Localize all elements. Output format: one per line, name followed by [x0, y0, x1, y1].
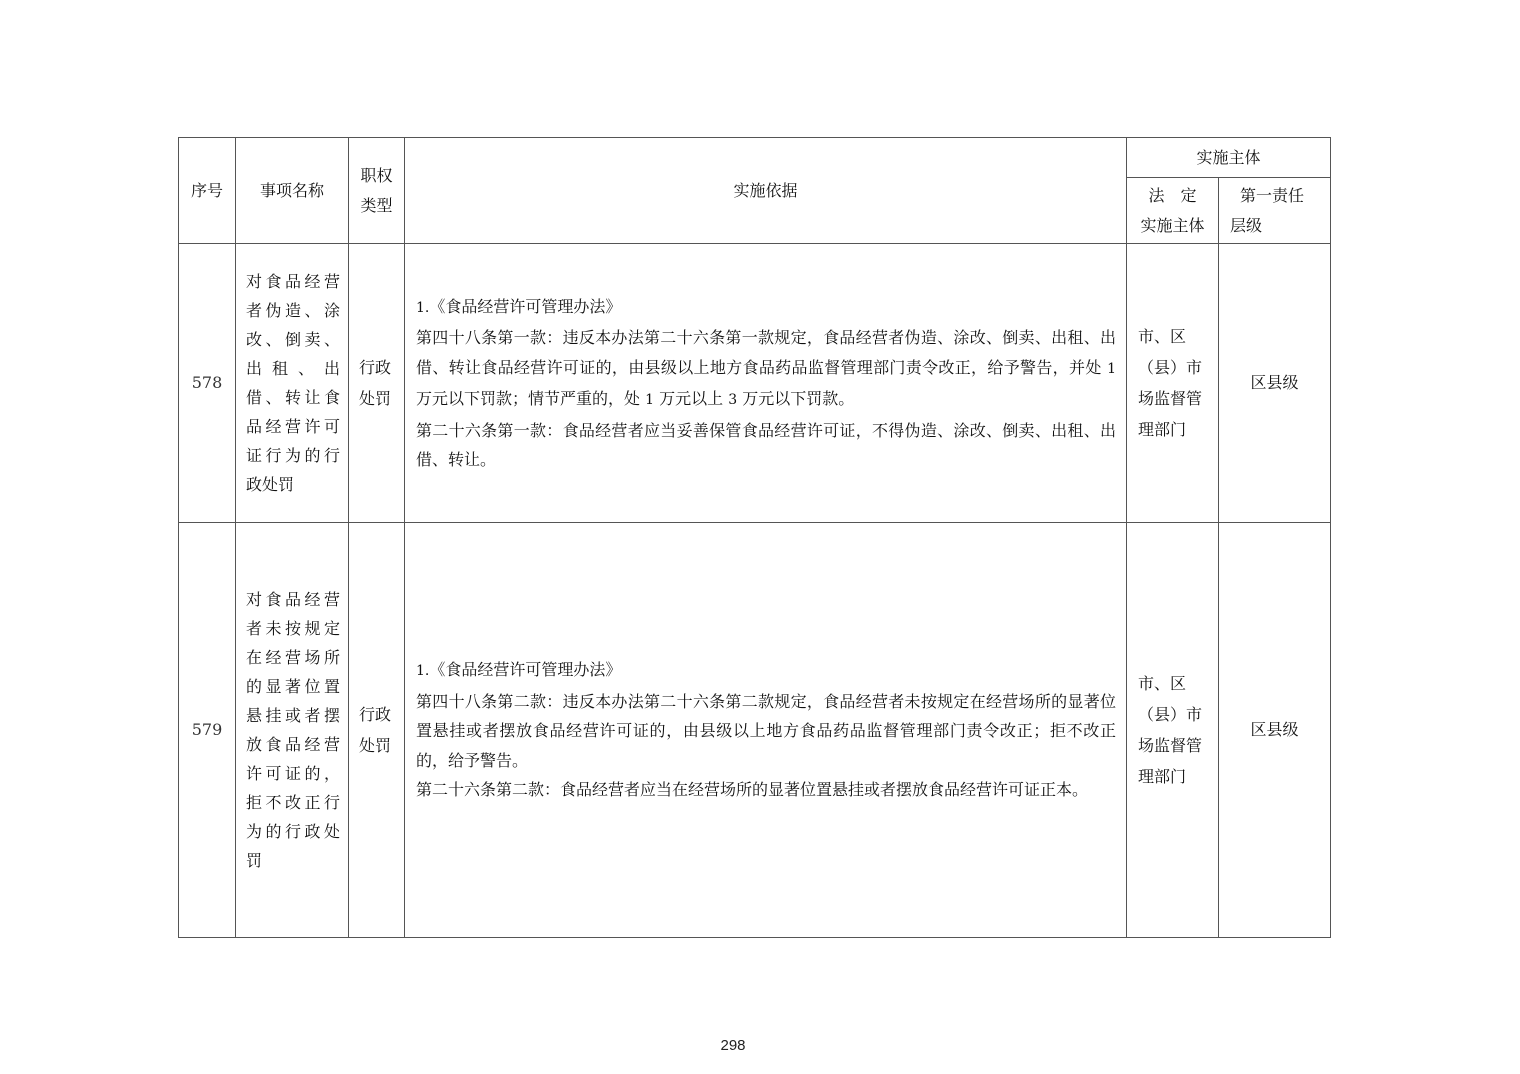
article-paragraph: 第四十八条第一款：违反本办法第二十六条第一款规定，食品经营者伪造、涂改、倒卖、出租、出借、转让食品经营许可证的，由县级以上地方食品药品监督管理部门责令改正，给予警告，并处 1 万元以下罚款；情节严重的，处 1 万元以上 3 万元以下罚款。 — [416, 328, 1116, 408]
header-basis: 实施依据 — [405, 138, 1127, 244]
row-legal-subject: 市、区（县）市场监督管理部门 — [1127, 523, 1219, 938]
row-seq: 578 — [179, 244, 236, 523]
header-kind: 职权 类型 — [349, 138, 405, 244]
header-row — [179, 138, 1331, 178]
row-legal-subject: 市、区（县）市场监督管理部门 — [1127, 244, 1219, 523]
row-name: 对食品经营者未按规定在经营场所的显著位置悬挂或者摆放食品经营许可证的，拒不改正行为的行政处罚 — [236, 523, 349, 938]
article-paragraph: 第二十六条第二款：食品经营者应当在经营场所的显著位置悬挂或者摆放食品经营许可证正本。 — [416, 780, 1089, 800]
header-name: 事项名称 — [236, 138, 349, 244]
table-row — [179, 244, 1331, 523]
table-row — [179, 523, 1331, 938]
row-seq: 579 — [179, 523, 236, 938]
page-number: 298 — [720, 1037, 746, 1054]
law-title-line: 1.《食品经营许可管理办法》 — [416, 296, 622, 316]
row-level: 区县级 — [1219, 244, 1331, 523]
header-seq: 序号 — [179, 138, 236, 244]
article-paragraph: 第二十六条第一款：食品经营者应当妥善保管食品经营许可证，不得伪造、涂改、倒卖、出租、出借、转让。 — [416, 420, 1116, 469]
law-title-line: 1.《食品经营许可管理办法》 — [416, 660, 622, 680]
header-legal-subject: 法 定 实施主体 — [1127, 178, 1219, 244]
header-subject: 实施主体 — [1127, 138, 1331, 178]
authority-table — [178, 137, 1331, 938]
row-name: 对食品经营者伪造、涂改、倒卖、出租、出借、转让食品经营许可证行为的行政处罚 — [236, 244, 349, 523]
article-paragraph: 第四十八条第二款：违反本办法第二十六条第二款规定，食品经营者未按规定在经营场所的显著位置悬挂或者摆放食品经营许可证的，由县级以上地方食品药品监督管理部门责令改正；拒不改正的，给予警告。 — [416, 691, 1116, 770]
row-basis — [405, 244, 1127, 523]
row-basis — [405, 523, 1127, 938]
row-kind: 行政 处罚 — [349, 244, 405, 523]
row-kind: 行政 处罚 — [349, 523, 405, 938]
row-level: 区县级 — [1219, 523, 1331, 938]
header-responsibility-level: 第一责任 层级 — [1219, 178, 1331, 244]
